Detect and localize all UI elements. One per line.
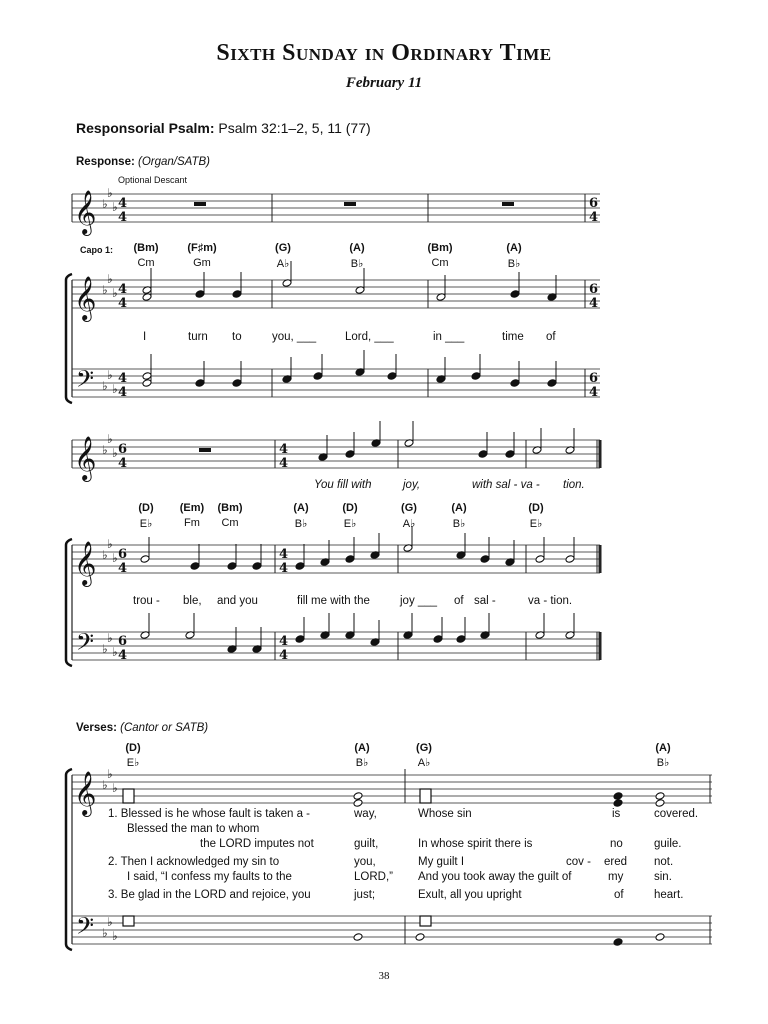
s2-chord: B♭	[294, 518, 308, 530]
verse-line-1-second-text: Whose sin	[418, 808, 472, 820]
s2-lyric: fill me with the	[297, 595, 370, 607]
note-head	[471, 372, 481, 381]
treble-clef-icon: 𝄞	[74, 276, 97, 320]
s2-capo-chord: (D)	[138, 502, 154, 514]
verse-capo-chord: (D)	[125, 742, 141, 754]
s2-descant-lyric: tion.	[563, 479, 585, 491]
flat-icon: ♭	[107, 915, 113, 929]
verse-line-4-second-text-end: cov -	[566, 856, 591, 868]
s2-lyric: and you	[217, 595, 258, 607]
note-head	[655, 799, 665, 808]
system-bracket	[66, 274, 72, 403]
note-head	[480, 555, 490, 564]
note-head	[252, 562, 262, 571]
note-head	[387, 372, 397, 381]
breve-note	[420, 916, 431, 926]
treble-clef-icon: 𝄞	[74, 541, 97, 585]
verse-line-1-penult: is	[612, 808, 621, 820]
note-head	[433, 635, 443, 644]
note-head	[232, 290, 242, 299]
time-signature: 4	[589, 296, 599, 311]
flat-icon: ♭	[112, 286, 118, 300]
time-signature: 6	[118, 442, 128, 457]
note-head	[613, 792, 623, 801]
whole-rest	[199, 448, 211, 452]
s1-chord: Cm	[431, 257, 449, 269]
time-signature: 4	[279, 442, 289, 457]
system-bracket	[66, 539, 72, 666]
s1-lyric: to	[232, 331, 242, 343]
note-head	[655, 792, 665, 801]
flat-icon: ♭	[102, 379, 108, 393]
flat-icon: ♭	[107, 432, 113, 446]
flat-icon: ♭	[107, 631, 113, 645]
verse-line-3-penult: no	[610, 838, 623, 850]
verse-line-6-penult: of	[614, 889, 624, 901]
page-date: February 11	[345, 75, 423, 91]
response-note: (Organ/SATB)	[138, 156, 210, 168]
verses-label: Verses:	[76, 722, 117, 734]
note-head	[195, 379, 205, 388]
s2-capo-chord: (Em)	[179, 502, 205, 514]
breve-note	[123, 916, 134, 926]
bass-clef-icon: 𝄢	[76, 912, 95, 945]
s1-capo-chord: (A)	[349, 242, 365, 254]
flat-icon: ♭	[112, 781, 118, 795]
verse-chord: B♭	[355, 757, 369, 769]
whole-rest	[194, 202, 206, 206]
s1-capo-chord: (F♯m)	[187, 242, 217, 254]
note-head	[547, 379, 557, 388]
verse-line-1-cadence: way,	[354, 808, 377, 820]
time-signature: 6	[589, 282, 599, 297]
time-signature: 4	[279, 561, 289, 576]
time-signature: 6	[589, 196, 599, 211]
treble-clef-icon: 𝄞	[74, 436, 97, 480]
s2-chord: Cm	[221, 517, 239, 529]
note-head	[505, 450, 515, 459]
s1-lyric: time	[502, 331, 524, 343]
descant-label: Optional Descant	[118, 175, 188, 185]
note-head	[142, 372, 152, 381]
s2-capo-chord: (A)	[293, 502, 309, 514]
s2-capo-chord: (D)	[528, 502, 544, 514]
s2-descant-lyric: with sal - va -	[472, 479, 540, 491]
verse-chord: B♭	[656, 757, 670, 769]
verse-capo-chord: (A)	[655, 742, 671, 754]
time-signature: 4	[118, 296, 128, 311]
page-title: Sixth Sunday in Ordinary Time	[216, 40, 552, 66]
flat-icon: ♭	[107, 272, 113, 286]
note-head	[140, 555, 150, 564]
verse-line-4-second-text: My guilt I	[418, 856, 465, 868]
verse-line-3-second-text: In whose spirit there is	[418, 838, 533, 850]
verse-chord: E♭	[126, 757, 140, 769]
s2-chord: E♭	[343, 518, 357, 530]
verse-line-3-cadence: guilt,	[354, 838, 379, 850]
verse-line-5-final: sin.	[654, 871, 672, 883]
flat-icon: ♭	[102, 283, 108, 297]
note-head	[345, 450, 355, 459]
bass-clef-icon: 𝄢	[76, 628, 95, 661]
s2-lyric: of	[454, 595, 464, 607]
verse-line-5-cadence: LORD,”	[354, 871, 393, 883]
time-signature: 4	[589, 385, 599, 400]
s1-chord: Gm	[193, 257, 211, 269]
note-head	[415, 933, 425, 942]
time-signature: 4	[279, 547, 289, 562]
time-signature: 4	[589, 210, 599, 225]
flat-icon: ♭	[107, 537, 113, 551]
note-head	[565, 555, 575, 564]
note-head	[295, 635, 305, 644]
s2-capo-chord: (A)	[451, 502, 467, 514]
note-head	[353, 933, 363, 942]
note-head	[195, 290, 205, 299]
note-head	[295, 562, 305, 571]
note-head	[613, 799, 623, 808]
s1-lyric: in ___	[433, 331, 465, 343]
s2-lyric: ble,	[183, 595, 202, 607]
psalm-label: Responsorial Psalm:	[76, 120, 215, 136]
verse-line-5-second-text: And you took away the guilt of	[418, 871, 572, 883]
breve-note	[420, 789, 431, 803]
note-head	[142, 379, 152, 388]
bass-clef-icon: 𝄢	[76, 365, 95, 398]
s2-lyric: sal -	[474, 595, 496, 607]
s1-capo-chord: (Bm)	[427, 242, 453, 254]
time-signature: 4	[279, 634, 289, 649]
time-signature: 4	[118, 196, 128, 211]
verse-chord: A♭	[417, 757, 431, 769]
s2-descant-lyric: joy,	[403, 479, 421, 491]
time-signature: 4	[279, 648, 289, 663]
treble-clef-icon: 𝄞	[74, 190, 97, 234]
breve-note	[123, 789, 134, 803]
verse-line-4-text: 2. Then I acknowledged my sin to	[108, 856, 280, 868]
flat-icon: ♭	[102, 443, 108, 457]
whole-rest	[502, 202, 514, 206]
treble-clef-icon: 𝄞	[74, 771, 97, 815]
flat-icon: ♭	[112, 382, 118, 396]
s2-capo-chord: (G)	[401, 502, 417, 514]
verse-line-6-cadence: just;	[354, 889, 376, 901]
s2-descant-lyric: You fill with	[314, 479, 372, 491]
response-label: Response:	[76, 156, 135, 168]
flat-icon: ♭	[112, 200, 118, 214]
flat-icon: ♭	[112, 446, 118, 460]
time-signature: 4	[118, 385, 128, 400]
note-head	[190, 562, 200, 571]
s2-lyric: va - tion.	[528, 595, 573, 607]
time-signature: 4	[118, 210, 128, 225]
note-head	[510, 379, 520, 388]
s2-lyric: trou -	[133, 595, 160, 607]
verse-line-1-final: covered.	[654, 808, 699, 820]
whole-rest	[344, 202, 356, 206]
s2-capo-chord: (Bm)	[217, 502, 243, 514]
verse-line-6-text: 3. Be glad in the LORD and rejoice, you	[108, 889, 311, 901]
system-bracket	[66, 769, 72, 950]
capo-label: Capo 1:	[80, 245, 114, 255]
verse-line-5-text: I said, “I confess my faults to the	[127, 871, 292, 883]
s1-lyric: you, ___	[272, 331, 317, 343]
flat-icon: ♭	[112, 645, 118, 659]
time-signature: 4	[118, 371, 128, 386]
s2-chord: A♭	[402, 518, 416, 530]
s1-lyric: I	[143, 331, 147, 343]
s1-chord: B♭	[350, 258, 364, 270]
verse-line-4-final: not.	[654, 856, 674, 868]
verse-line-2-text: Blessed the man to whom	[127, 823, 260, 835]
note-head	[478, 450, 488, 459]
flat-icon: ♭	[112, 929, 118, 943]
s1-lyric: turn	[188, 331, 208, 343]
time-signature: 4	[118, 456, 128, 471]
verses-note: (Cantor or SATB)	[120, 722, 209, 734]
flat-icon: ♭	[102, 642, 108, 656]
verse-line-5-penult: my	[608, 871, 624, 883]
s1-chord: B♭	[507, 258, 521, 270]
flat-icon: ♭	[107, 767, 113, 781]
time-signature: 6	[589, 371, 599, 386]
time-signature: 4	[118, 648, 128, 663]
s1-capo-chord: (A)	[506, 242, 522, 254]
s1-chord: A♭	[276, 258, 290, 270]
s2-chord: E♭	[139, 518, 153, 530]
verse-line-3-final: guile.	[654, 838, 682, 850]
page-number: 38	[378, 970, 390, 982]
s1-capo-chord: (G)	[275, 242, 291, 254]
flat-icon: ♭	[112, 551, 118, 565]
s2-capo-chord: (D)	[342, 502, 358, 514]
verse-line-3-text: the LORD imputes not	[200, 838, 314, 850]
time-signature: 4	[118, 561, 128, 576]
note-head	[510, 290, 520, 299]
note-head	[655, 933, 665, 942]
time-signature: 6	[118, 634, 128, 649]
s2-chord: B♭	[452, 518, 466, 530]
verse-line-1-text: 1. Blessed is he whose fault is taken a -	[108, 808, 310, 820]
verse-line-4-cadence: you,	[354, 856, 376, 868]
note-head	[353, 799, 363, 808]
time-signature: 4	[118, 282, 128, 297]
flat-icon: ♭	[102, 778, 108, 792]
verse-line-6-final: heart.	[654, 889, 684, 901]
s2-chord: Fm	[184, 517, 200, 529]
time-signature: 6	[118, 547, 128, 562]
note-head	[456, 635, 466, 644]
flat-icon: ♭	[102, 197, 108, 211]
verse-capo-chord: (A)	[354, 742, 370, 754]
time-signature: 4	[279, 456, 289, 471]
flat-icon: ♭	[107, 186, 113, 200]
s1-lyric: Lord, ___	[345, 331, 394, 343]
s2-lyric: joy ___	[400, 595, 438, 607]
s2-chord: E♭	[529, 518, 543, 530]
flat-icon: ♭	[102, 548, 108, 562]
verse-line-4-penult: ered	[604, 856, 628, 868]
note-head	[613, 938, 623, 947]
note-head	[535, 555, 545, 564]
verse-line-6-second-text: Exult, all you upright	[418, 889, 522, 901]
note-head	[227, 562, 237, 571]
verse-capo-chord: (G)	[416, 742, 432, 754]
note-head	[313, 372, 323, 381]
note-head	[232, 379, 242, 388]
s1-chord: Cm	[137, 257, 155, 269]
psalm-reference: Psalm 32:1–2, 5, 11 (77)	[218, 120, 371, 136]
s1-capo-chord: (Bm)	[133, 242, 159, 254]
flat-icon: ♭	[102, 926, 108, 940]
flat-icon: ♭	[107, 368, 113, 382]
s1-lyric: of	[546, 331, 556, 343]
note-head	[345, 555, 355, 564]
note-head	[353, 792, 363, 801]
